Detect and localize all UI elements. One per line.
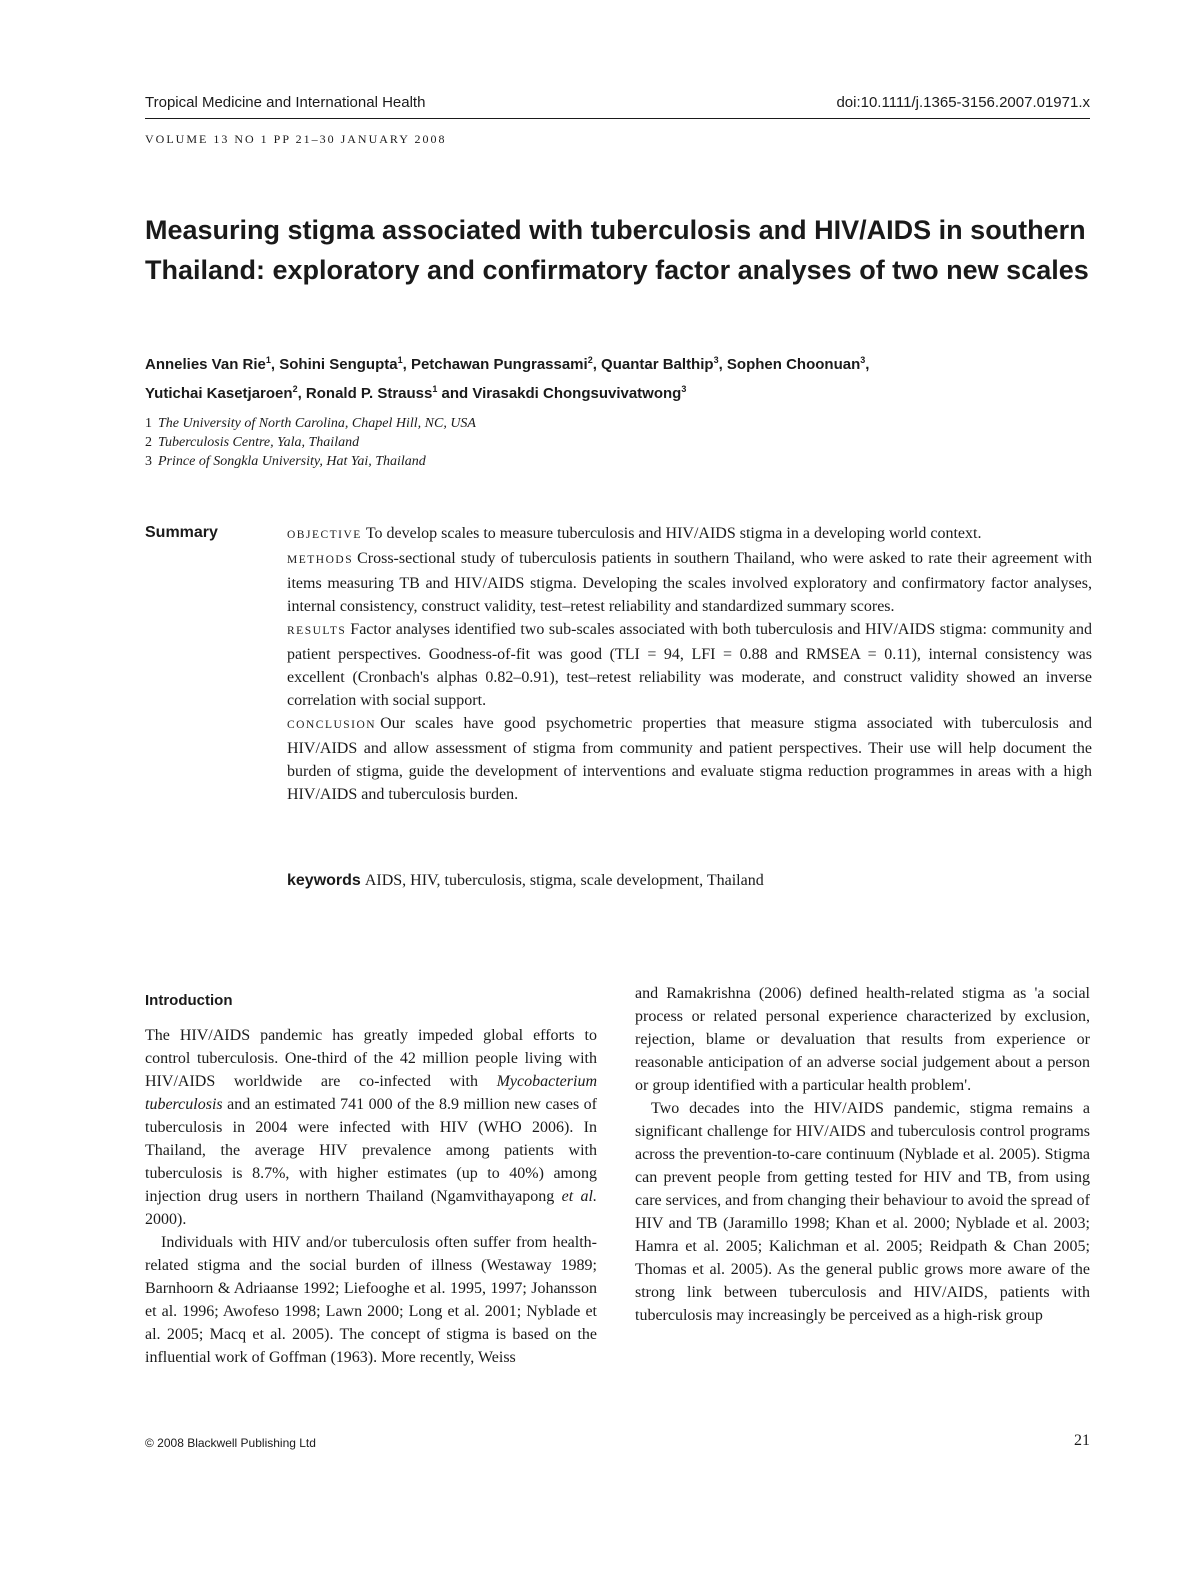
abstract-results: RESULTS Factor analyses identified two sub-scales associated with both tuberculosis and HIV/AIDS stigma: community and patient perspectives. Goodness-of-fit was good (TLI = 94, LFI = 0.88 and RMSEA = 0.11), internal consistency was excellent (Cronbach's alphas 0.82–0.91), test–retest reliability was moderate, and construct validity showed an inverse correlation with social support.: [287, 621, 1092, 709]
right-column: [635, 982, 1090, 1327]
author: Yutichai Kasetjaroen$^2$,: [145, 384, 306, 402]
paragraph: Two decades into the HIV/AIDS pandemic, stigma remains a significant challenge for HIV/AIDS and tuberculosis control programs across the prevention-to-care continuum (Nyblade et al. 2005). Stigma can prevent people from getting tested for HIV and TB, from using care services, and from changing their behaviour to avoid the spread of HIV and TB (Jaramillo 1998; Khan et al. 2000; Nyblade et al. 2003; Hamra et al. 2005; Kalichman et al. 2005; Reidpath & Chan 2005; Thomas et al. 2005). As the general public grows more aware of the strong link between tuberculosis and HIV/AIDS, patients with tuberculosis may increasingly be perceived as a high-risk group: [635, 1100, 1090, 1324]
volume-info: VOLUME 13 NO 1 PP 21–30 JANUARY 2008: [145, 132, 447, 146]
author: Ronald P. Strauss$^1$ and: [305, 384, 473, 402]
affiliation: 3 Prince of Songkla University, Hat Yai, Thailand: [145, 454, 426, 469]
doi[interactable]: doi:10.1111/j.1365-3156.2007.01971.x: [836, 94, 1090, 111]
paragraph: The HIV/AIDS pandemic has greatly impeded global efforts to control tuberculosis. One-third of the 42 million people living with HIV/AIDS worldwide are co-infected with Mycobacterium tuberculosis and an estimated 741 000 of the 8.9 million new cases of tuberculosis in 2004 were infected with HIV (WHO 2006). In Thailand, the average HIV prevalence among patients with tuberculosis is 8.7%, with higher estimates (up to 40%) among injection drug users in northern Thailand (Ngamvithayapong et al. 2000).: [145, 1027, 597, 1228]
author: Sophen Choonuan$^3$,: [726, 355, 870, 373]
affiliations: [145, 414, 476, 471]
author: Virasakdi Chongsuvivatwong$^3$: [472, 384, 687, 402]
affiliation: 1 The University of North Carolina, Chapel Hill, NC, USA: [145, 416, 476, 431]
author: Quantar Balthip$^3$,: [601, 355, 727, 373]
affiliation: 2 Tuberculosis Centre, Yala, Thailand: [145, 435, 360, 450]
author: Petchawan Pungrassami$^2$,: [410, 355, 602, 373]
abstract: [287, 522, 1092, 806]
header-divider: [145, 118, 1090, 119]
abstract-methods: METHODS Cross-sectional study of tuberculosis patients in southern Thailand, who were asked to rate their agreement with items measuring TB and HIV/AIDS stigma. Developing the scales involved exploratory and confirmatory factor analyses, internal consistency, construct validity, test–retest reliability and standardized summary scores.: [287, 550, 1092, 615]
keywords: keywords AIDS, HIV, tuberculosis, stigma, scale development, Thailand: [287, 872, 764, 889]
paragraph: and Ramakrishna (2006) defined health-related stigma as 'a social process or related personal experience characterized by exclusion, rejection, blame or devaluation that results from experience or reasonable anticipation of an adverse social judgement about a person or group identified with a particular health problem'.: [635, 985, 1090, 1094]
author-list: [145, 348, 1090, 406]
article-title: Measuring stigma associated with tuberculosis and HIV/AIDS in southern Thailand: exploratory and confirmatory factor analyses of two new scales: [145, 215, 1089, 285]
abstract-conclusion: CONCLUSION Our scales have good psychometric properties that measure stigma associated with tuberculosis and HIV/AIDS and allow assessment of stigma from community and patient perspectives. Their use will help document the burden of stigma, guide the development of interventions and evaluate stigma reduction programmes in areas with a high HIV/AIDS and tuberculosis burden.: [287, 715, 1092, 803]
left-column: [145, 1024, 597, 1369]
summary-label: Summary: [145, 524, 218, 541]
abstract-objective: OBJECTIVE To develop scales to measure tuberculosis and HIV/AIDS stigma in a developing world context.: [287, 525, 982, 542]
paragraph: Individuals with HIV and/or tuberculosis often suffer from health-related stigma and the social burden of illness (Westaway 1989; Barnhoorn & Adriaanse 1992; Liefooghe et al. 1995, 1997; Johansson et al. 1996; Awofeso 1998; Lawn 2000; Long et al. 2001; Nyblade et al. 2005; Macq et al. 2005). The concept of stigma is based on the influential work of Goffman (1963). More recently, Weiss: [145, 1234, 597, 1366]
author: Annelies Van Rie$^1$,: [145, 355, 280, 373]
journal-name: Tropical Medicine and International Health: [145, 94, 426, 111]
copyright: © 2008 Blackwell Publishing Ltd: [145, 1436, 316, 1450]
section-heading: Introduction: [145, 992, 233, 1009]
page-number: 21: [1074, 1432, 1090, 1449]
author: Sohini Sengupta$^1$,: [279, 355, 411, 373]
